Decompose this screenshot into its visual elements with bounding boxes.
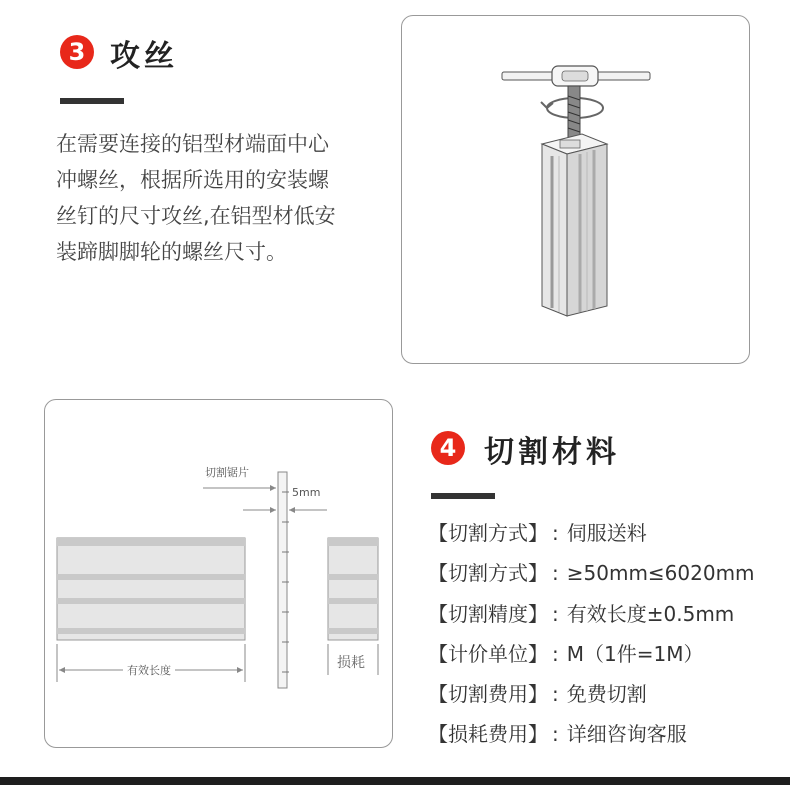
spec-value: 伺服送料	[566, 521, 647, 545]
section-4-underline	[431, 493, 495, 499]
spec-label: 【损耗费用】	[428, 722, 548, 746]
waste-label: 损耗	[337, 655, 365, 671]
tap-wrench-profile-icon	[402, 16, 749, 363]
spec-label: 【切割精度】	[428, 602, 548, 626]
section-4-number-badge: 4	[431, 431, 465, 465]
spec-row: 【损耗费用】 : 详细咨询客服	[428, 722, 687, 746]
spec-label: 【计价单位】	[428, 642, 548, 666]
cutting-diagram-card	[44, 399, 393, 748]
section-4-title: 切割材料	[484, 435, 620, 470]
spec-value: 有效长度±0.5mm	[566, 602, 735, 626]
spec-value: 详细咨询客服	[566, 722, 687, 746]
spec-label: 【切割费用】	[428, 682, 548, 706]
spec-row: 【计价单位】 : M（1件=1M）	[428, 642, 704, 666]
spec-label: 【切割方式】	[428, 521, 548, 545]
description-line: 装蹄脚脚轮的螺丝尺寸。	[56, 240, 287, 264]
section-3-underline	[60, 98, 124, 104]
spec-row: 【切割方式】 : ≥50mm≤6020mm	[428, 561, 755, 585]
tapping-illustration-card	[401, 15, 750, 364]
spec-label: 【切割方式】	[428, 561, 548, 585]
spec-value: M（1件=1M）	[566, 642, 704, 666]
spec-value: ≥50mm≤6020mm	[566, 561, 755, 585]
blade-label: 切割锯片	[205, 466, 249, 479]
cutting-diagram	[45, 400, 392, 747]
section-3-description	[56, 126, 376, 270]
section-3-number-badge: 3	[60, 35, 94, 69]
description-line: 在需要连接的铝型材端面中心	[56, 132, 329, 156]
effective-length-label: 有效长度	[123, 662, 175, 678]
description-line: 丝钉的尺寸攻丝,在铝型材低安	[56, 204, 336, 228]
spec-row: 【切割费用】 : 免费切割	[428, 682, 647, 706]
spec-value: 免费切割	[566, 682, 647, 706]
spec-row: 【切割精度】 : 有效长度±0.5mm	[428, 602, 735, 626]
description-line: 冲螺丝，根据所选用的安装螺	[56, 168, 329, 192]
bottom-divider	[0, 777, 790, 785]
spec-row: 【切割方式】 : 伺服送料	[428, 521, 647, 545]
section-3-title: 攻丝	[110, 39, 178, 74]
gap-label: 5mm	[292, 486, 321, 499]
